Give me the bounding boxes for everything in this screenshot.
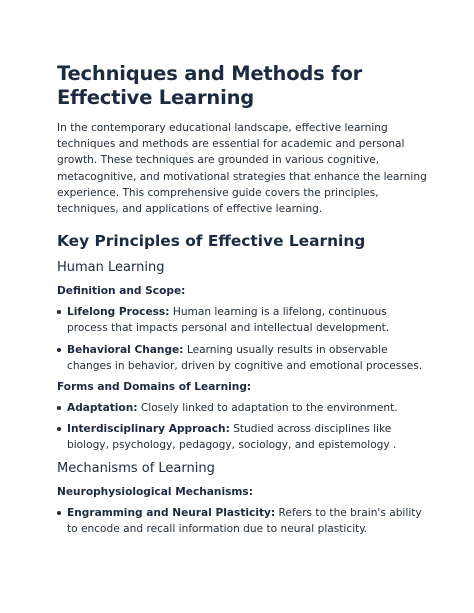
document-page xyxy=(57,62,429,543)
list-item-text: Studied across disciplines like biology, psychology, pedagogy, sociology, and epistemology . xyxy=(67,423,397,452)
list-item-term: Adaptation: xyxy=(67,402,138,415)
neurophysiological-list xyxy=(57,505,429,537)
forms-domains-list xyxy=(57,400,429,454)
definition-scope-list xyxy=(57,304,429,374)
bullet-icon xyxy=(57,406,61,410)
bullet-icon xyxy=(57,511,61,515)
subsection-heading-mechanisms: Mechanisms of Learning xyxy=(57,460,215,476)
list-item-term: Engramming and Neural Plasticity: xyxy=(67,506,276,519)
page-title: Techniques and Methods for Effective Learning xyxy=(57,62,363,109)
list-item-text: Learning usually results in observable changes in behavior, driven by cognitive and emotional processes. xyxy=(67,343,423,372)
bullet-icon xyxy=(57,427,61,431)
subsection-heading-human-learning: Human Learning xyxy=(57,260,165,276)
list-item xyxy=(57,421,429,453)
group-heading-forms-domains: Forms and Domains of Learning: xyxy=(57,381,252,394)
group-heading-definition-scope: Definition and Scope: xyxy=(57,285,186,298)
list-item-text: Refers to the brain's ability to encode and recall information due to neural plasticity. xyxy=(67,506,422,535)
intro-paragraph: In the contemporary educational landscape, effective learning techniques and methods are essential for academic and personal growth. These techniques are grounded in various cognitive, metacognitive, and motivational strategies that enhance the learning experience. This comprehensive guide covers the principles, techniques, and applications of effective learning. xyxy=(57,122,427,216)
list-item xyxy=(57,304,429,336)
list-item xyxy=(57,342,429,374)
list-item-term: Lifelong Process: xyxy=(67,306,170,319)
list-item-term: Behavioral Change: xyxy=(67,343,184,356)
bullet-icon xyxy=(57,310,61,314)
list-item-text: Closely linked to adaptation to the environment. xyxy=(137,402,398,415)
bullet-icon xyxy=(57,348,61,352)
list-item xyxy=(57,505,429,537)
list-item-text: Human learning is a lifelong, continuous process that impacts personal and intellectual development. xyxy=(67,306,390,335)
section-heading-key-principles: Key Principles of Effective Learning xyxy=(57,232,366,251)
group-heading-neurophysiological: Neurophysiological Mechanisms: xyxy=(57,485,253,498)
list-item xyxy=(57,400,429,416)
list-item-term: Interdisciplinary Approach: xyxy=(67,423,230,436)
